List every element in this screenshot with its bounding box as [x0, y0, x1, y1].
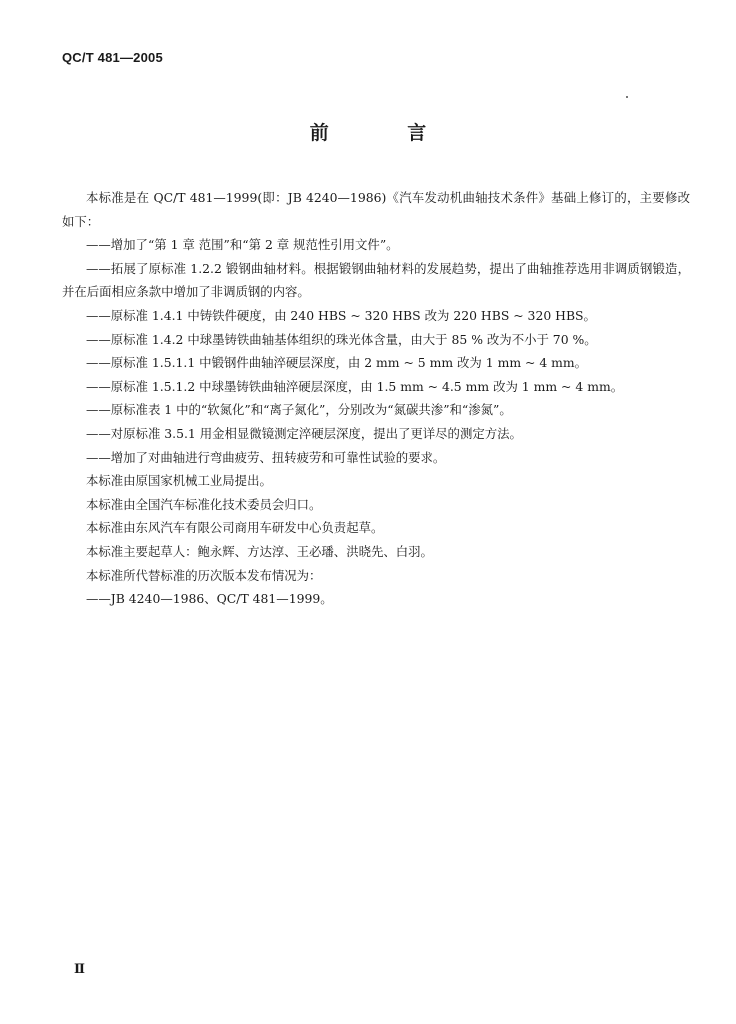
standard-code: QC/T 481—2005 [62, 50, 163, 65]
paragraph-change-7: ——原标准表 1 中的“软氮化”和“离子氮化”，分别改为“氮碳共渗”和“渗氮”。 [86, 402, 512, 418]
paragraph-drafters: 本标准主要起草人：鲍永辉、方达淳、王必璠、洪晓先、白羽。 [86, 543, 433, 559]
paragraph-change-4: ——原标准 1.4.2 中球墨铸铁曲轴基体组织的珠光体含量，由大于 85 % 改为不小于 70 %。 [86, 331, 597, 347]
paragraph-intro: 本标准是在 QC/T 481—1999(即：JB 4240—1986)《汽车发动机曲轴技术条件》基础上修订的，主要修改如下： [62, 190, 690, 229]
page-number: Ⅱ [74, 962, 85, 977]
page-title: 前 言 [309, 122, 463, 144]
paragraph-change-3: ——原标准 1.4.1 中铸铁件硬度，由 240 HBS ~ 320 HBS 改为 220 HBS ~ 320 HBS。 [86, 307, 596, 323]
paragraph-change-5: ——原标准 1.5.1.1 中锻钢件曲轴淬硬层深度，由 2 mm ~ 5 mm 改为 1 mm ~ 4 mm。 [86, 355, 588, 371]
paragraph-proposer: 本标准由原国家机械工业局提出。 [86, 473, 272, 489]
paragraph-change-8: ——对原标准 3.5.1 用金相显微镜测定淬硬层深度，提出了更详尽的测定方法。 [86, 425, 522, 441]
paragraph-drafter-org: 本标准由东风汽车有限公司商用车研发中心负责起草。 [86, 520, 384, 536]
foreword-body [62, 186, 690, 611]
paragraph-change-1: ——增加了“第 1 章 范围”和“第 2 章 规范性引用文件”。 [86, 237, 399, 253]
paragraph-change-6: ——原标准 1.5.1.2 中球墨铸铁曲轴淬硬层深度，由 1.5 mm ~ 4.5 mm 改为 1 mm ~ 4 mm。 [86, 378, 624, 394]
paragraph-change-2: ——拓展了原标准 1.2.2 锻钢曲轴材料。根据锻钢曲轴材料的发展趋势，提出了曲轴推荐选用非调质钢锻造，并在后面相应条款中增加了非调质钢的内容。 [62, 260, 690, 300]
scan-speck [626, 96, 628, 98]
paragraph-committee: 本标准由全国汽车标准化技术委员会归口。 [86, 496, 322, 512]
paragraph-history-intro: 本标准所代替标准的历次版本发布情况为： [86, 567, 322, 583]
paragraph-history-list: ——JB 4240—1986、QC/T 481—1999。 [86, 591, 333, 607]
paragraph-change-9: ——增加了对曲轴进行弯曲疲劳、扭转疲劳和可靠性试验的要求。 [86, 449, 446, 465]
